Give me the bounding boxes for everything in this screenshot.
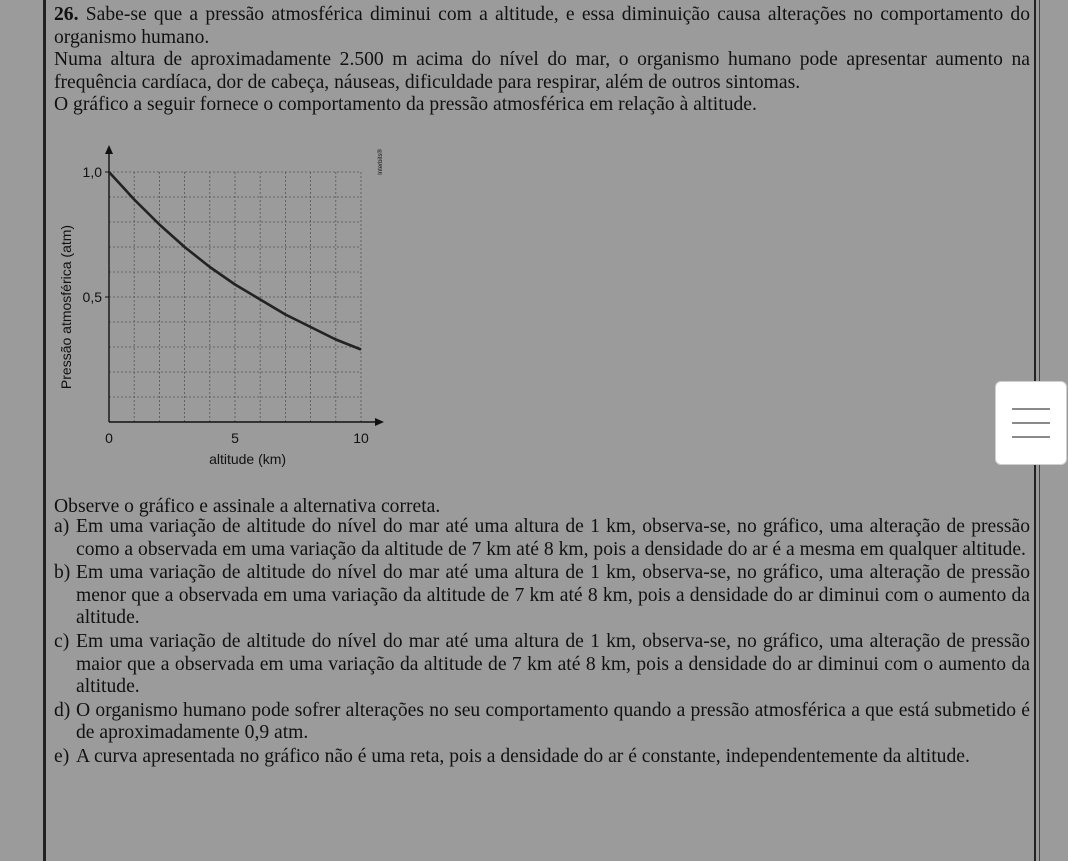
question-paragraph-2: Numa altura de aproximadamente 2.500 m acima do nível do mar, o organismo humano pode apresentar aumento na frequência cardíaca, dor de cabeça, náuseas, dificuldade para respirar, além de outros sintomas.	[54, 49, 1030, 93]
y-axis-label: Pressão atmosférica (atm)	[58, 224, 74, 390]
menu-button[interactable]	[995, 381, 1067, 465]
y-axis-arrow	[105, 145, 113, 154]
x-tick-label: 5	[231, 430, 239, 446]
instruction: Observe o gráfico e assinale a alternativa correta.	[54, 496, 441, 517]
x-tick-label: 0	[105, 430, 113, 446]
y-tick-label: 0,5	[82, 289, 102, 305]
chart-credit: Interbits®	[378, 149, 384, 175]
alternative-e[interactable]	[54, 746, 1030, 769]
alternative-letter: a)	[54, 516, 70, 537]
question-intro: 26. Sabe-se que a pressão atmosférica diminui com a altitude, e essa diminuição causa alterações no comportamento do organismo humano.	[54, 4, 1030, 48]
x-axis-arrow	[375, 418, 384, 426]
question-paragraph-3: O gráfico a seguir fornece o comportamento da pressão atmosférica em relação à altitude.	[54, 94, 757, 116]
alternative-text: A curva apresentada no gráfico não é uma reta, pois a densidade do ar é constante, independentemente da altitude.	[76, 745, 970, 767]
alternatives-list	[54, 516, 1030, 769]
alternative-letter: e)	[54, 745, 70, 767]
alternative-letter: c)	[54, 630, 70, 652]
alternative-a[interactable]	[54, 516, 1030, 561]
alternative-letter: b)	[54, 562, 71, 584]
chart-svg	[55, 140, 395, 472]
alternative-text: Em uma variação de altitude do nível do mar até uma altura de 1 km, observa-se, no gráfico, uma alteração de pressão menor que a observada em uma variação da altitude de 7 km até 8 km, pois a densidade do ar diminui com o aumento da altitude.	[76, 562, 1030, 629]
x-axis-label: altitude (km)	[209, 451, 287, 467]
x-tick-label: 10	[353, 430, 369, 446]
left-border	[43, 0, 46, 861]
question-text	[54, 4, 1030, 117]
y-tick-label: 1,0	[82, 164, 102, 180]
question-number: 26.	[54, 4, 79, 25]
alternative-letter: d)	[54, 699, 71, 721]
alternative-text: Em uma variação de altitude do nível do mar até uma altura de 1 km, observa-se, no gráfico, uma alteração de pressão maior que a observada em uma variação da altitude de 7 km até 8 km, pois a densidade do ar diminui com o aumento da altitude.	[76, 630, 1030, 698]
alternative-text: O organismo humano pode sofrer alterações no seu comportamento quando a pressão atmosférica a que está submetido é de aproximadamente 0,9 atm.	[76, 699, 1030, 744]
pressure-altitude-chart	[55, 140, 395, 472]
alternative-c[interactable]	[54, 631, 1030, 699]
alternative-b[interactable]	[54, 562, 1030, 630]
alternative-d[interactable]	[54, 700, 1030, 745]
alternative-text: Em uma variação de altitude do nível do mar até uma altura de 1 km, observa-se, no gráfico, uma alteração de pressão como a observada em uma variação da altitude de 7 km até 8 km, pois a densidade do ar é a mesma em qualquer altitude.	[76, 516, 1030, 560]
